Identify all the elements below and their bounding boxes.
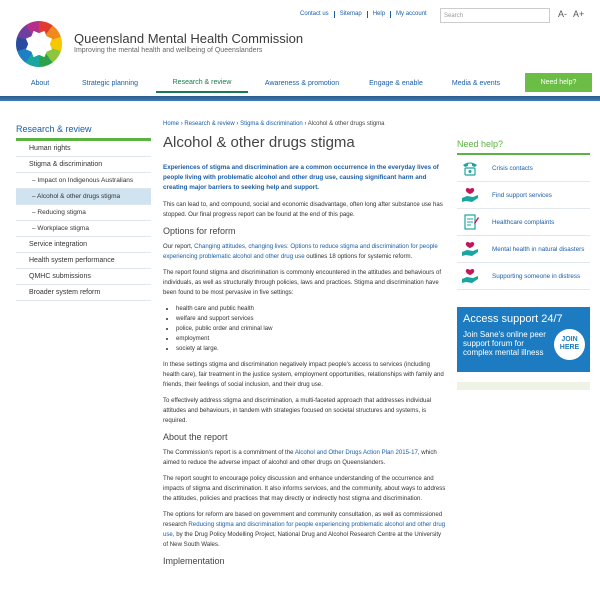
hand-heart-icon [460, 186, 480, 204]
utility-bar [300, 8, 590, 22]
sidebar-item-qmhc-submissions[interactable]: QMHC submissions [16, 269, 151, 285]
report-link[interactable]: Changing attitudes, changing lives: Options to reduce stigma and discrimination for people experiencing problematic alcohol and other drug use [163, 243, 438, 260]
list-item: • police, public order and criminal law [176, 324, 446, 334]
nav-strategic-planning[interactable]: Strategic planning [81, 79, 139, 87]
help-item-complaints[interactable]: Healthcare complaints [457, 209, 590, 236]
breadcrumb-current: Alcohol & other drugs stigma [307, 121, 385, 127]
hand-heart-icon [460, 240, 480, 258]
sidebar-item-workplace-stigma[interactable]: – Workplace stigma [16, 221, 151, 237]
list-item: • employment [176, 334, 446, 344]
site-title[interactable]: Queensland Mental Health Commission [74, 31, 304, 46]
hand-heart-icon [460, 267, 480, 285]
sidebar-item-reducing-stigma[interactable]: – Reducing stigma [16, 205, 151, 221]
font-increase-button[interactable]: A+ [573, 9, 585, 19]
approach-paragraph: To effectively address stigma and discrimination, a multi-faceted approach that addresses individual attitudes and behaviours, in tandem with strategies focused on societal structures and systems, is required. [163, 397, 432, 424]
sidebar-item-stigma-discrimination[interactable]: Stigma & discrimination [16, 157, 151, 173]
help-item-crisis[interactable]: Crisis contacts [457, 155, 590, 182]
main-content [163, 121, 446, 572]
contact-us-link[interactable]: Contact us [300, 11, 329, 17]
settings-list [176, 304, 446, 354]
breadcrumb-home[interactable]: Home [163, 121, 180, 127]
breadcrumb-stigma[interactable]: Stigma & discrimination [240, 121, 303, 127]
nav-research-review[interactable]: Research & review [156, 73, 248, 93]
purpose-paragraph: The report sought to encourage policy discussion and enhance understanding of the occurrence and impacts of stigma and discrimination. It also informs services, and the community, about ways to address the attitudes, policies and practices that may directly or indirectly host stigma and discrimination. [163, 475, 446, 502]
nav-about[interactable]: About [30, 79, 50, 87]
header-band [0, 96, 600, 101]
commission-logo-icon[interactable] [16, 21, 62, 67]
page-title: Alcohol & other drugs stigma [163, 134, 355, 151]
sidebar-item-human-rights[interactable]: Human rights [16, 141, 151, 157]
action-plan-link[interactable]: Alcohol and Other Drugs Action Plan 2015-17 [294, 449, 418, 456]
nav-engage-enable[interactable]: Engage & enable [369, 79, 423, 87]
phone-icon [460, 159, 480, 177]
sidebar [16, 124, 151, 301]
utility-links [300, 11, 432, 18]
sane-title: Access support 24/7 [463, 313, 563, 325]
lead-paragraph: Experiences of stigma and discrimination are a common occurrence in the everyday lives of people living with problematic alcohol and other drug use, causing significant harm and creating major barriers to seeking help and support. [163, 164, 439, 191]
list-item: • society at large. [176, 344, 446, 354]
implementation-heading: Implementation [163, 556, 225, 566]
sane-support-banner[interactable] [457, 307, 590, 372]
help-item-disasters[interactable]: Mental health in natural disasters [457, 236, 590, 263]
list-item: • health care and public health [176, 304, 446, 314]
font-decrease-button[interactable]: A- [558, 9, 567, 19]
findings-paragraph: The report found stigma and discrimination is commonly encountered in the attitudes and behaviours of individuals, as well as structurally through policies, laws and practices. Stigma and discrimination have been found to be most pervasive in five settings: [163, 269, 442, 296]
font-size-controls [558, 9, 584, 19]
sidebar-item-health-system[interactable]: Health system performance [16, 253, 151, 269]
about-heading: About the report [163, 432, 228, 442]
help-item-find-support[interactable]: Find support services [457, 182, 590, 209]
commitment-paragraph: The Commission's report is a commitment of the Alcohol and Other Drugs Action Plan 2015-17, which aimed to reduce the adverse impact of alcohol and other drugs on Queenslanders. [163, 449, 437, 466]
intro-paragraph: This can lead to, and compound, social and economic disadvantage, often long after substance use has stopped. Our final progress report can be found at the end of this page. [163, 201, 443, 218]
research-link[interactable]: Reducing stigma and discrimination for people experiencing problematic alcohol and other drug use [163, 521, 446, 538]
list-item: • welfare and support services [176, 314, 446, 324]
nav-awareness-promotion[interactable]: Awareness & promotion [264, 79, 340, 87]
sidebar-item-service-integration[interactable]: Service integration [16, 237, 151, 253]
search-input[interactable]: Search [440, 8, 550, 23]
sidebar-item-alcohol-drugs[interactable]: – Alcohol & other drugs stigma [16, 189, 151, 205]
help-link[interactable]: Help [367, 11, 390, 18]
report-paragraph: Our report, Changing attitudes, changing lives: Options to reduce stigma and discrimination for people experiencing problematic alcohol and other drug use outlines 18 options for systemic reform. [163, 243, 438, 260]
sidebar-title[interactable]: Research & review [16, 124, 151, 141]
sitemap-link[interactable]: Sitemap [334, 11, 367, 18]
my-account-link[interactable]: My account [390, 11, 432, 18]
nav-media-events[interactable]: Media & events [451, 79, 501, 87]
main-nav [16, 73, 592, 95]
research-paragraph: The options for reform are based on government and community consultation, as well as commissioned research Reducing stigma and discrimination for people experiencing problematic alcohol and other drug use, by the Drug Policy Modelling Project, National Drug and Alcohol Research Centre at the University of New South Wales. [163, 511, 446, 548]
join-here-button[interactable]: JOIN HERE [554, 329, 585, 360]
options-heading: Options for reform [163, 226, 236, 236]
document-icon [460, 213, 480, 231]
sane-text: Join Sane's online peer support forum for complex mental illness [463, 330, 546, 357]
need-help-button[interactable]: Need help? [525, 73, 592, 92]
breadcrumb: Home › Research & review › Stigma & discrimination › Alcohol & other drugs stigma [163, 121, 385, 127]
help-item-distress[interactable]: Supporting someone in distress [457, 263, 590, 290]
right-column [457, 139, 590, 390]
sidebar-footer-bar [457, 382, 590, 390]
sidebar-item-broader-reform[interactable]: Broader system reform [16, 285, 151, 301]
site-tagline: Improving the mental health and wellbeing of Queenslanders [74, 47, 263, 54]
breadcrumb-research-review[interactable]: Research & review [184, 121, 235, 127]
sidebar-item-indigenous[interactable]: – Impact on Indigenous Australians [16, 173, 151, 189]
need-help-title: Need help? [457, 139, 590, 155]
impact-paragraph: In these settings stigma and discrimination negatively impact people's access to services (including health care), fair treatment in the justice system, employment opportunities, relationships with family and friends, their feelings of social inclusion, and their drug use. [163, 361, 444, 388]
